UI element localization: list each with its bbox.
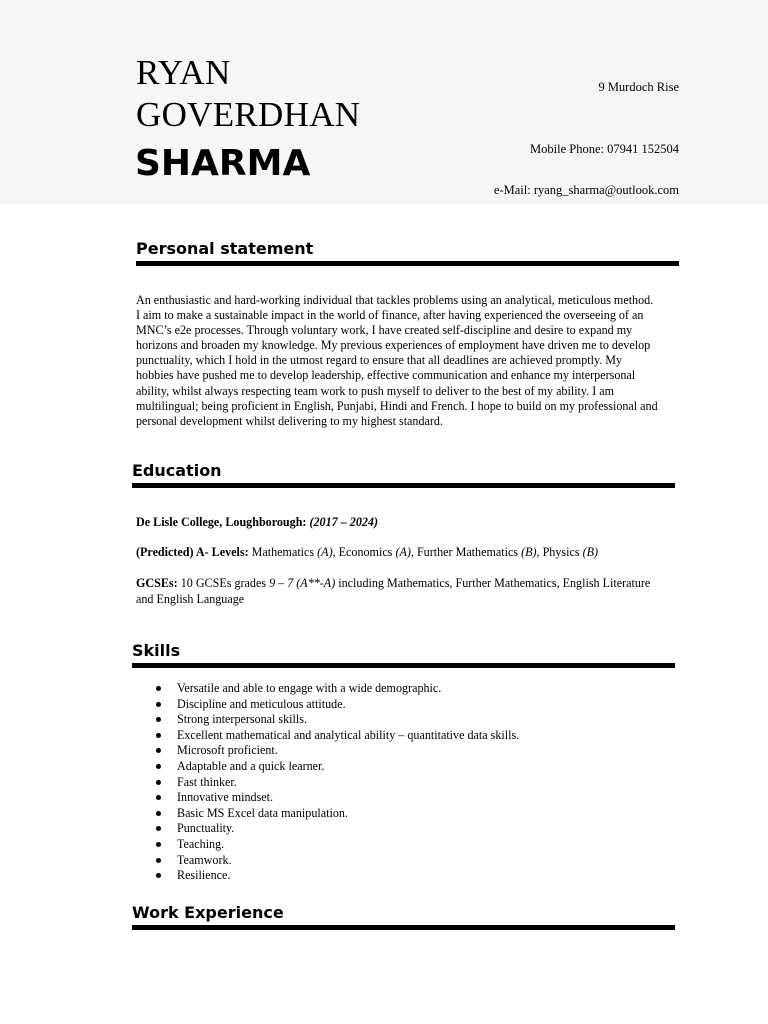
skill-item xyxy=(140,853,519,869)
bullet-icon xyxy=(156,873,161,878)
gcse-subjects-cont: and English Language xyxy=(136,591,245,606)
skill-item xyxy=(140,821,519,837)
skill-text: Excellent mathematical and analytical ability – quantitative data skills. xyxy=(177,727,520,742)
bullet-icon xyxy=(156,717,161,722)
skill-item xyxy=(140,697,519,713)
skill-text: Strong interpersonal skills. xyxy=(177,712,307,727)
contact-email: e-Mail: ryang_sharma@outlook.com xyxy=(493,183,679,197)
statement-line: ability, whilst always respecting team work to push myself to deliver to the best of my ability. I am xyxy=(136,383,615,398)
section-title-work-experience: Work Experience xyxy=(132,903,284,922)
statement-line: MNC’s e2e processes. Through voluntary work, I have created self-discipline and desire to expand my xyxy=(136,323,633,338)
alevel-grade: (A) xyxy=(317,545,333,559)
statement-line: hobbies have pushed me to develop leadership, effective communication and enhance my interpersonal xyxy=(136,368,636,383)
gcse-grades: 9 – 7 (A**-A) xyxy=(269,576,336,590)
alevel-subject: Further Mathematics xyxy=(416,545,519,559)
section-rule xyxy=(132,483,675,488)
skill-text: Discipline and meticulous attitude. xyxy=(177,696,346,711)
skill-item xyxy=(140,837,519,853)
alevel-subject: Economics xyxy=(338,545,393,559)
alevel-grade: (B) xyxy=(582,545,599,559)
skill-item xyxy=(140,759,519,775)
gcse-count: 10 GCSEs grades xyxy=(180,576,267,590)
bullet-icon xyxy=(156,795,161,800)
education-gcses xyxy=(136,576,681,607)
skill-text: Fast thinker. xyxy=(177,774,237,789)
statement-line: personal development whilst delivering to my highest standard. xyxy=(136,413,443,428)
skill-item xyxy=(140,806,519,822)
skill-text: Versatile and able to engage with a wide demographic. xyxy=(177,681,442,695)
skill-text: Adaptable and a quick learner. xyxy=(177,758,325,773)
statement-line: An enthusiastic and hard-working individual that tackles problems using an analytical, meticulous method. xyxy=(136,293,654,307)
section-rule xyxy=(136,261,679,266)
skill-item xyxy=(140,790,519,806)
alevel-subject: Physics xyxy=(542,545,580,559)
alevel-subject: Mathematics xyxy=(251,545,315,559)
statement-line: I aim to make a sustainable impact in the world of finance, after having experienced the overseeing of an xyxy=(136,308,644,323)
statement-line: multilingual; being proficient in English, Punjabi, Hindi and French. I hope to build on my professional and xyxy=(136,398,658,413)
bullet-icon xyxy=(156,764,161,769)
skill-item xyxy=(140,728,519,744)
bullet-icon xyxy=(156,858,161,863)
section-rule xyxy=(132,663,675,668)
section-rule xyxy=(132,925,675,930)
skills-list xyxy=(140,681,519,884)
personal-statement-text xyxy=(136,293,681,429)
skill-text: Teaching. xyxy=(177,836,225,851)
college-years: (2017 – 2024) xyxy=(309,515,379,529)
skill-text: Basic MS Excel data manipulation. xyxy=(177,805,348,820)
bullet-icon xyxy=(156,826,161,831)
bullet-icon xyxy=(156,842,161,847)
alevel-grade: (B) xyxy=(521,545,537,559)
skill-text: Punctuality. xyxy=(177,821,235,836)
college-name: De Lisle College, Loughborough: xyxy=(136,515,307,529)
bullet-icon xyxy=(156,748,161,753)
skill-text: Innovative mindset. xyxy=(177,790,274,805)
alevels-label: (Predicted) A- Levels: xyxy=(136,545,249,559)
education-alevels: (Predicted) A- Levels: Mathematics (A), Economics (A), Further Mathematics (B), Physics (B) xyxy=(136,545,599,559)
contact-address: 9 Murdoch Rise xyxy=(598,80,679,94)
skill-text: Microsoft proficient. xyxy=(177,743,278,758)
name-first: RYAN xyxy=(136,53,231,92)
bullet-icon xyxy=(156,780,161,785)
bullet-icon xyxy=(156,702,161,707)
gcse-label: GCSEs: xyxy=(136,576,178,590)
bullet-icon xyxy=(156,811,161,816)
section-title-education: Education xyxy=(132,461,222,480)
bullet-icon xyxy=(156,686,161,691)
bullet-icon xyxy=(156,733,161,738)
skill-item xyxy=(140,868,519,884)
skill-text: Teamwork. xyxy=(177,852,232,867)
gcse-subjects: including Mathematics, Further Mathematics, English Literature xyxy=(338,576,651,590)
alevel-grade: (A) xyxy=(395,545,411,559)
contact-phone: Mobile Phone: 07941 152504 xyxy=(530,142,679,156)
name-last: SHARMA xyxy=(135,143,311,184)
name-middle: GOVERDHAN xyxy=(136,95,361,134)
skill-item xyxy=(140,712,519,728)
skill-item xyxy=(140,743,519,759)
education-college xyxy=(136,515,681,531)
statement-line: horizons and broaden my knowledge. My previous experiences of employment have driven me to develop xyxy=(136,338,651,353)
skill-text: Resilience. xyxy=(177,868,231,883)
statement-line: punctuality, which I hold in the utmost regard to ensure that all deadlines are achieved promptly. My xyxy=(136,353,623,368)
header-banner xyxy=(0,0,768,204)
section-title-skills: Skills xyxy=(132,641,181,660)
skill-item xyxy=(140,681,519,697)
skill-item xyxy=(140,775,519,791)
section-title-personal-statement: Personal statement xyxy=(136,239,314,258)
